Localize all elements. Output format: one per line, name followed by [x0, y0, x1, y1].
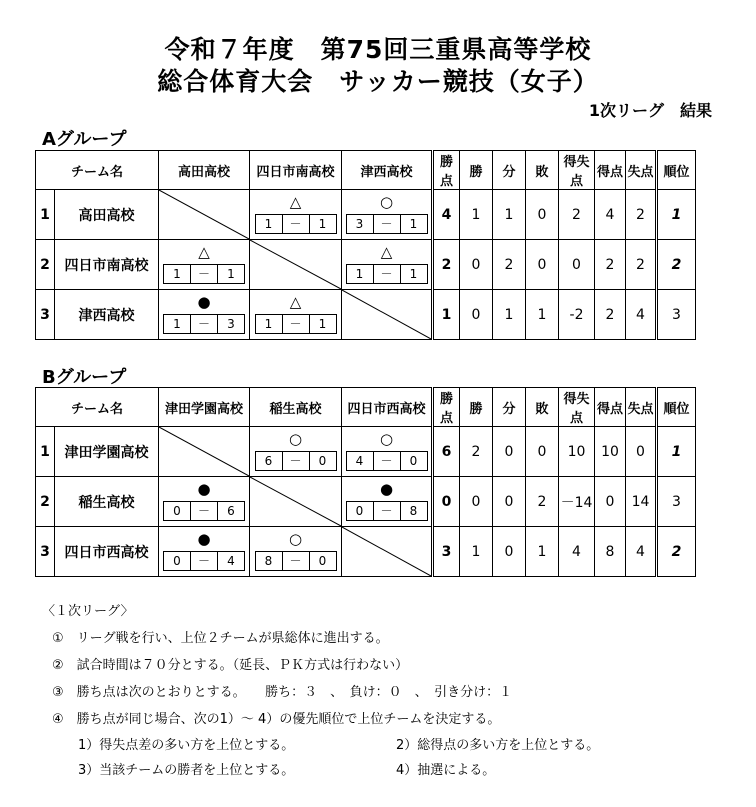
goal-diff-value: 0: [559, 240, 595, 290]
losses-value: 0: [526, 427, 559, 477]
table-row: [36, 290, 696, 340]
title-line-2: 総合体育大会 サッカー競技（女子）: [157, 67, 599, 96]
wins-value: 0: [460, 290, 493, 340]
note-3: ③ 勝ち点は次のとおりとする。 勝ち：３ 、 負け：０ 、 引き分け：１: [52, 685, 513, 700]
team-number: 1: [36, 190, 55, 240]
team-name: 津西高校: [55, 290, 159, 340]
title-line-1: 令和７年度 第75回三重県高等学校: [164, 35, 592, 64]
draws-value: 0: [493, 477, 526, 527]
tiebreak-4: 4）抽選による。: [396, 763, 496, 778]
team-number: 2: [36, 477, 55, 527]
wins-value: 1: [460, 190, 493, 240]
result-mark: ○: [379, 430, 394, 448]
header-opponent: 四日市西高校: [342, 388, 433, 427]
tiebreak-2: 2）総得点の多い方を上位とする。: [396, 738, 600, 753]
header-points: 勝点: [433, 151, 460, 190]
match-cell: [250, 290, 342, 340]
wins-value: 1: [460, 527, 493, 577]
score-dash: －: [374, 501, 400, 521]
score-dash: －: [283, 451, 309, 471]
result-mark: ○: [379, 193, 394, 211]
header-goal-diff: 得失点: [559, 151, 595, 190]
header-loss: 敗: [526, 388, 559, 427]
group-a-label: Aグループ: [42, 129, 127, 150]
result-mark: ●: [379, 480, 394, 498]
diagonal-line: [342, 290, 431, 339]
rank-value: 2: [657, 527, 696, 577]
team-number: 1: [36, 427, 55, 477]
note-2: ② 試合時間は７０分とする。（延長、ＰＫ方式は行わない）: [52, 658, 409, 673]
header-row: [36, 388, 696, 427]
match-score: [342, 501, 431, 521]
table-row: [36, 527, 696, 577]
draws-value: 0: [493, 527, 526, 577]
header-opponent: 稲生高校: [250, 388, 342, 427]
tiebreak-3: 3）当該チームの勝者を上位とする。: [78, 763, 295, 778]
header-loss: 敗: [526, 151, 559, 190]
diagonal-line: [342, 527, 431, 576]
group-b-label: Bグループ: [42, 367, 127, 388]
goals-against-value: 2: [626, 240, 657, 290]
match-score: [159, 551, 249, 571]
score-opponent: 0: [309, 551, 337, 571]
match-score: [250, 314, 341, 334]
score-own: 1: [163, 264, 191, 284]
score-dash: －: [191, 551, 217, 571]
goal-diff-value: 4: [559, 527, 595, 577]
header-goal-diff: 得失点: [559, 388, 595, 427]
diagonal-line: [250, 477, 341, 526]
score-dash: －: [191, 314, 217, 334]
match-score: [250, 551, 341, 571]
score-own: 8: [255, 551, 283, 571]
match-cell: [250, 527, 342, 577]
goal-diff-value: 10: [559, 427, 595, 477]
goals-for-value: 2: [595, 290, 626, 340]
match-cell: [342, 240, 433, 290]
points-value: 3: [433, 527, 460, 577]
goals-for-value: 8: [595, 527, 626, 577]
score-dash: －: [283, 551, 309, 571]
match-cell: [159, 527, 250, 577]
draws-value: 1: [493, 190, 526, 240]
header-rank: 順位: [657, 151, 696, 190]
table-row: [36, 240, 696, 290]
goals-for-value: 10: [595, 427, 626, 477]
rank-value: 1: [657, 427, 696, 477]
match-cell: [159, 290, 250, 340]
header-goals-for: 得点: [595, 388, 626, 427]
losses-value: 2: [526, 477, 559, 527]
score-dash: －: [283, 314, 309, 334]
team-number: 2: [36, 240, 55, 290]
score-own: 3: [346, 214, 374, 234]
match-cell: [342, 427, 433, 477]
points-value: 0: [433, 477, 460, 527]
team-name: 津田学園高校: [55, 427, 159, 477]
result-mark: ●: [197, 293, 211, 311]
header-row: [36, 151, 696, 190]
wins-value: 0: [460, 477, 493, 527]
header-goals-against: 失点: [626, 151, 657, 190]
match-cell: [250, 190, 342, 240]
header-opponent: 津田学園高校: [159, 388, 250, 427]
diagonal-cell: [159, 190, 250, 240]
rank-value: 1: [657, 190, 696, 240]
result-mark: ●: [197, 530, 211, 548]
header-rank: 順位: [657, 388, 696, 427]
diagonal-cell: [250, 477, 342, 527]
losses-value: 0: [526, 190, 559, 240]
match-score: [250, 214, 341, 234]
match-cell: [159, 477, 250, 527]
match-score: [159, 264, 249, 284]
points-value: 1: [433, 290, 460, 340]
points-value: 6: [433, 427, 460, 477]
score-opponent: 1: [400, 214, 428, 234]
score-opponent: 1: [217, 264, 245, 284]
header-opponent: 高田高校: [159, 151, 250, 190]
match-score: [159, 501, 249, 521]
header-team: チーム名: [36, 388, 159, 427]
diagonal-cell: [159, 427, 250, 477]
score-opponent: 1: [309, 314, 337, 334]
team-name: 四日市南高校: [55, 240, 159, 290]
score-own: 4: [346, 451, 374, 471]
result-mark: △: [198, 243, 210, 261]
team-number: 3: [36, 290, 55, 340]
score-own: 1: [255, 314, 283, 334]
header-draw: 分: [493, 388, 526, 427]
score-opponent: 1: [400, 264, 428, 284]
result-mark: ●: [197, 480, 211, 498]
score-dash: －: [191, 264, 217, 284]
table-row: [36, 427, 696, 477]
draws-value: 0: [493, 427, 526, 477]
goals-against-value: 0: [626, 427, 657, 477]
score-dash: －: [374, 451, 400, 471]
score-dash: －: [374, 264, 400, 284]
goal-diff-value: 2: [559, 190, 595, 240]
match-cell: [159, 240, 250, 290]
subtitle: 1次リーグ 結果: [588, 101, 712, 120]
header-opponent: 津西高校: [342, 151, 433, 190]
header-draw: 分: [493, 151, 526, 190]
match-score: [342, 264, 431, 284]
rank-value: 2: [657, 240, 696, 290]
score-own: 1: [255, 214, 283, 234]
diagonal-cell: [342, 527, 433, 577]
score-own: 0: [163, 501, 191, 521]
header-goals-against: 失点: [626, 388, 657, 427]
diagonal-cell: [342, 290, 433, 340]
score-dash: －: [191, 501, 217, 521]
tiebreak-1: 1）得失点差の多い方を上位とする。: [78, 738, 295, 753]
score-opponent: 0: [400, 451, 428, 471]
header-goals-for: 得点: [595, 151, 626, 190]
score-opponent: 3: [217, 314, 245, 334]
header-win: 勝: [460, 151, 493, 190]
score-own: 0: [346, 501, 374, 521]
note-4: ④ 勝ち点が同じ場合、次の1）～ 4）の優先順位で上位チームを決定する。: [52, 712, 501, 727]
score-own: 1: [346, 264, 374, 284]
losses-value: 1: [526, 527, 559, 577]
team-name: 高田高校: [55, 190, 159, 240]
goals-for-value: 2: [595, 240, 626, 290]
diagonal-line: [159, 427, 249, 476]
result-mark: △: [289, 293, 302, 311]
score-opponent: 6: [217, 501, 245, 521]
team-name: 稲生高校: [55, 477, 159, 527]
header-team: チーム名: [36, 151, 159, 190]
goals-against-value: 4: [626, 527, 657, 577]
table-row: [36, 477, 696, 527]
team-number: 3: [36, 527, 55, 577]
note-1: ① リーグ戦を行い、上位２チームが県総体に進出する。: [52, 631, 389, 646]
match-score: [159, 314, 249, 334]
goals-against-value: 14: [626, 477, 657, 527]
group-b-table: [35, 387, 696, 577]
losses-value: 0: [526, 240, 559, 290]
diagonal-cell: [250, 240, 342, 290]
goal-diff-value: -2: [559, 290, 595, 340]
rank-value: 3: [657, 477, 696, 527]
diagonal-line: [159, 190, 249, 239]
match-cell: [342, 190, 433, 240]
wins-value: 0: [460, 240, 493, 290]
match-cell: [250, 427, 342, 477]
score-own: 1: [163, 314, 191, 334]
match-score: [342, 214, 431, 234]
losses-value: 1: [526, 290, 559, 340]
goals-against-value: 2: [626, 190, 657, 240]
goals-for-value: 4: [595, 190, 626, 240]
score-own: 0: [163, 551, 191, 571]
team-name: 四日市西高校: [55, 527, 159, 577]
result-mark: △: [380, 243, 393, 261]
wins-value: 2: [460, 427, 493, 477]
header-opponent: 四日市南高校: [250, 151, 342, 190]
score-opponent: 1: [309, 214, 337, 234]
score-opponent: 4: [217, 551, 245, 571]
group-a-table: [35, 150, 696, 340]
table-row: [36, 190, 696, 240]
result-mark: ○: [288, 430, 303, 448]
score-dash: －: [283, 214, 309, 234]
goals-for-value: 0: [595, 477, 626, 527]
match-score: [250, 451, 341, 471]
header-win: 勝: [460, 388, 493, 427]
goal-diff-value: －14: [559, 477, 595, 527]
points-value: 4: [433, 190, 460, 240]
draws-value: 1: [493, 290, 526, 340]
draws-value: 2: [493, 240, 526, 290]
rank-value: 3: [657, 290, 696, 340]
points-value: 2: [433, 240, 460, 290]
diagonal-line: [250, 240, 341, 289]
header-points: 勝点: [433, 388, 460, 427]
notes-heading: 〈１次リーグ〉: [42, 604, 134, 619]
result-mark: ○: [288, 530, 303, 548]
goals-against-value: 4: [626, 290, 657, 340]
score-opponent: 0: [309, 451, 337, 471]
match-cell: [342, 477, 433, 527]
score-opponent: 8: [400, 501, 428, 521]
score-own: 6: [255, 451, 283, 471]
result-mark: △: [289, 193, 302, 211]
match-score: [342, 451, 431, 471]
score-dash: －: [374, 214, 400, 234]
